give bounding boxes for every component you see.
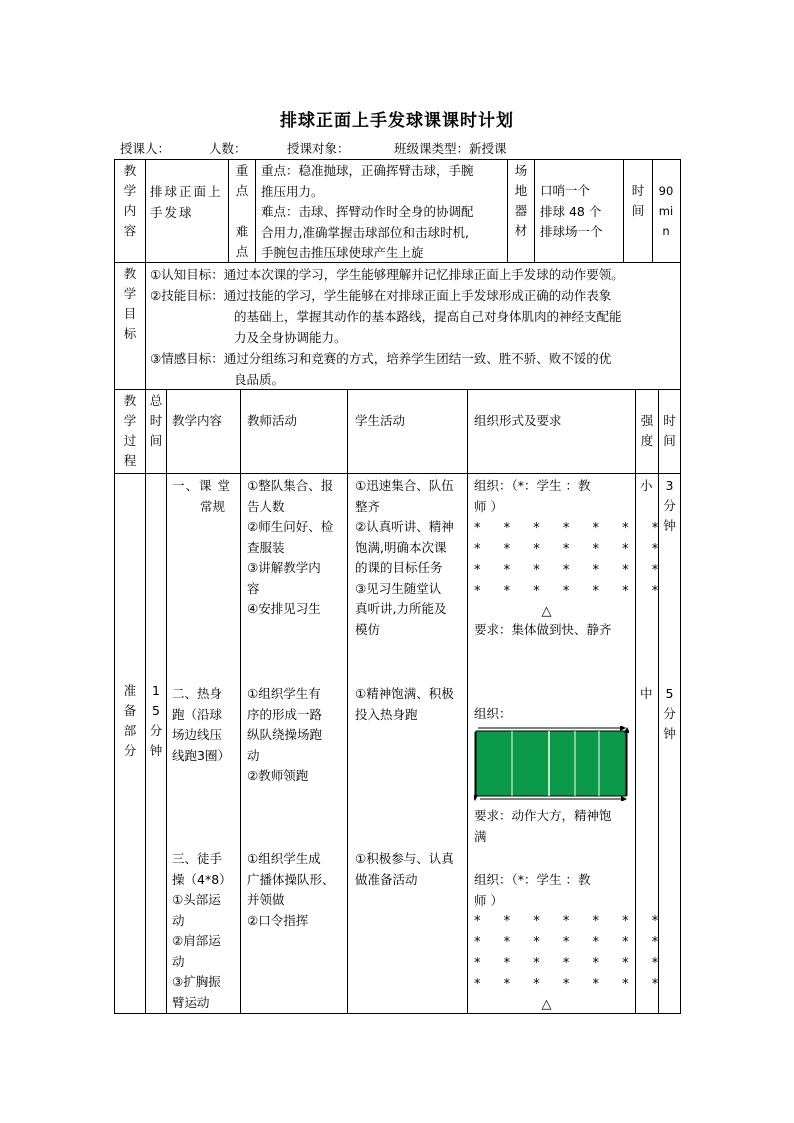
s2-intensity: 中 — [640, 686, 653, 701]
s2-org: 组织： — [474, 706, 512, 721]
goal-skill: ②技能目标：通过技能的学习，学生能够在对排球正面上手发球形成正确的动作表象 — [150, 288, 612, 303]
arrow-right-icon — [620, 726, 626, 731]
s3-student: ①积极参与、认真 做准备活动 — [355, 851, 454, 887]
row-header-goals: 教 学 目 标 — [123, 266, 137, 341]
s1-teacher-marker: △ — [541, 604, 552, 619]
goal-affective-cont: 良品质。 — [234, 372, 285, 387]
s1-intensity: 小 — [640, 478, 653, 493]
s2-time: 5 分 钟 — [663, 686, 676, 741]
goal-affective: ③情感目标：通过分组练习和竞赛的方式，培养学生团结一致、胜不骄、败不馁的优 — [150, 351, 612, 366]
target-label: 授课对象： — [287, 141, 350, 156]
teacher-label: 授课人： — [120, 141, 171, 156]
key-points: 重点：稳准抛球，正确挥臂击球，手腕 推压用力。 难点：击球、挥臂动作时全身的协调配 合用力,准确掌握击球部位和击球时机, 手腕包击推压球使球产生上旋 — [261, 163, 474, 260]
organization-header: 组织形式及要求 — [474, 413, 562, 428]
goal-cognitive: ①认知目标：通过本次课的学习，学生能够理解并记忆排球正面上手发球的动作要领。 — [150, 267, 624, 282]
page-title: 排球正面上手发球课课时计划 — [280, 111, 514, 131]
row-header-process: 教 学 过 程 — [123, 393, 137, 468]
arrow-right-icon — [621, 796, 627, 801]
s2-requirement: 要求：动作大方，精神饱 满 — [474, 808, 612, 844]
prep-total-time: 1 5 分 钟 — [149, 683, 163, 758]
student-activity-header: 学生活动 — [355, 413, 406, 428]
volleyball-court-diagram — [474, 726, 629, 801]
total-time-header: 总 时 间 — [149, 393, 163, 448]
time-label: 时 间 — [631, 183, 645, 218]
row-header-content: 教 学 内 容 — [123, 163, 137, 238]
s3-teacher-marker: △ — [541, 997, 552, 1012]
s1-student: ①迅速集合、队伍 整齐 ②认真听讲、精神 饱满,明确本次课 的课的目标任务 ③见习生随堂认 真听讲,力所能及 模仿 — [355, 478, 454, 637]
s1-time: 3 分 钟 — [663, 478, 676, 533]
lesson-type-label: 班级课类型：新授课 — [394, 141, 507, 156]
s3-org: 组织：（*：学生 ：教 师 ） — [474, 872, 591, 908]
s3-content: 三、徒手 操（4*8） ①头部运 动 ②肩部运 动 ③扩胸振 臂运动 — [172, 851, 232, 1010]
s1-requirement: 要求：集体做到快、静齐 — [474, 622, 612, 637]
intensity-header: 强 度 — [640, 413, 654, 448]
equipment-list: 口哨一个 排球 48 个 排球场一个 — [540, 183, 603, 239]
s2-student: ①精神饱满、积极 投入热身跑 — [355, 686, 454, 722]
s1-content: 一、课 堂 常规 — [172, 478, 231, 514]
time-header: 时 间 — [663, 413, 676, 448]
s1-teacher: ①整队集合、报 告人数 ②师生问好、检 查服装 ③讲解教学内 容 ④安排见习生 — [247, 478, 334, 616]
s2-content: 二、热身 跑（沿球 场边线压 线跑3圈） — [172, 686, 230, 763]
content-header: 教学内容 — [172, 413, 223, 428]
goal-skill-cont2: 力及全身协调能力。 — [234, 330, 347, 345]
s3-student-formation: * * * * * * * * * * * * * * * * * * * * * * * * * * * * — [474, 914, 668, 992]
difficulty-label: 难 点 — [235, 224, 249, 259]
s1-student-formation: * * * * * * * * * * * * * * * * * * * * * * * * * * * * — [474, 521, 668, 599]
s2-teacher: ①组织学生有 序的形成一路 纵队绕操场跑 动 ②教师领跑 — [247, 686, 323, 783]
s3-teacher: ①组织学生成 广播体操队形、 并领做 ②口令指挥 — [247, 851, 335, 928]
venue-label: 场 地 器 材 — [514, 163, 528, 238]
lesson-meta — [120, 139, 507, 157]
court-surface — [476, 731, 626, 796]
arrow-down-icon — [474, 795, 478, 801]
prep-section-label: 准 备 部 分 — [123, 683, 137, 758]
lesson-content: 排球正面上手发球 — [150, 184, 223, 220]
count-label: 人数： — [209, 141, 247, 156]
key-label: 重 点 — [235, 163, 249, 198]
goal-skill-cont: 的基础上，掌握其动作的基本路线，提高自己对身体肌肉的神经支配能 — [234, 309, 622, 324]
s1-org: 组织：（*：学生 ：教 师 ） — [474, 478, 591, 514]
time-value: 90 mi n — [658, 184, 674, 238]
teacher-activity-header: 教师活动 — [247, 413, 298, 428]
